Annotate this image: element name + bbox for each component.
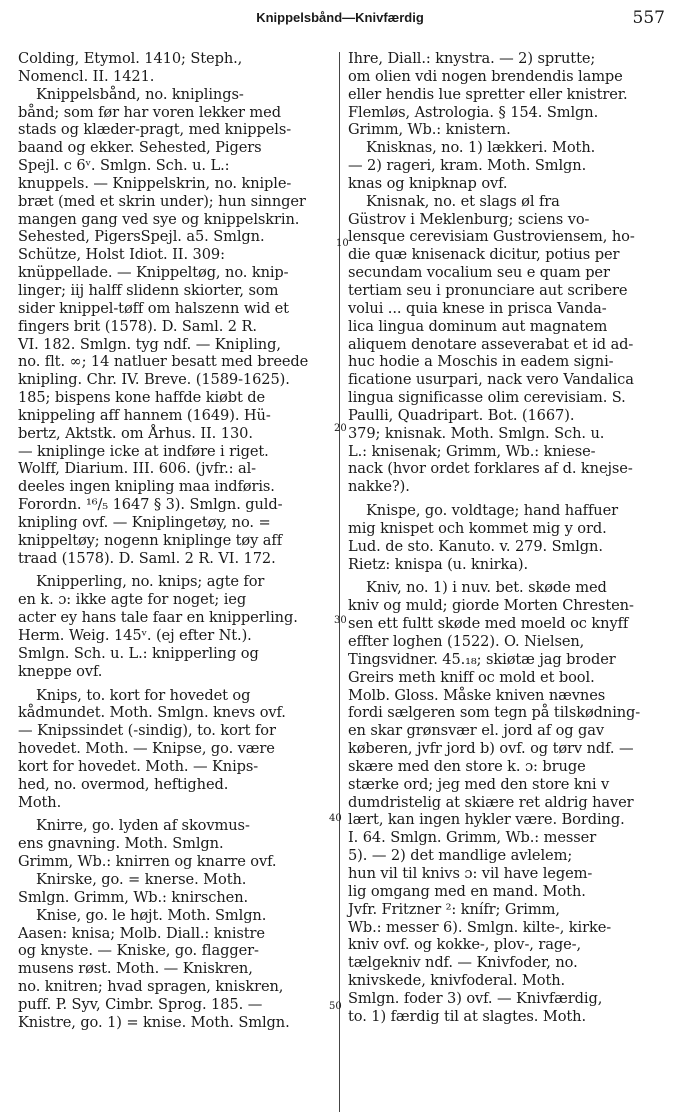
text-line: Ihre, Diall.: knystra. — 2) sprutte;: [348, 50, 596, 67]
text-line: kort for hovedet. Moth. — Knips-: [18, 757, 259, 775]
text-line: 5). — 2) det mandlige avlelem;: [348, 847, 573, 865]
line-number: 10: [336, 238, 349, 249]
text-line: tælgekniv ndf. — Knivfoder, no.: [348, 954, 578, 972]
text-line: effter loghen (1522). O. Nielsen,: [348, 633, 585, 650]
text-line: secundam vocalium seu e quam per: [348, 264, 610, 282]
text-line: die quæ knisenack dicitur, potius per: [348, 246, 620, 264]
text-line: Knips, to. kort for hovedet og: [36, 686, 251, 704]
text-line: kniv og muld; giorde Morten Chresten-: [348, 597, 634, 615]
text-line: Flemløs, Astrologia. § 154. Smlgn.: [348, 103, 599, 121]
text-line: Knistre, go. 1) = knise. Moth. Smlgn.: [18, 1013, 290, 1031]
page-number: 557: [632, 8, 665, 28]
text-line: kneppe ovf.: [18, 662, 103, 680]
text-line: puff. P. Syv, Cimbr. Sprog. 185. —: [18, 995, 263, 1013]
text-line: Paulli, Quadripart. Bot. (1667).: [348, 406, 575, 424]
column-divider: [339, 52, 340, 1112]
text-line: Colding, Etymol. 1410; Steph.,: [18, 50, 243, 67]
text-line: Grimm, Wb.: knirren og knarre ovf.: [18, 853, 277, 871]
text-line: Knisnak, no. et slags øl fra: [366, 192, 560, 210]
text-line: Moth.: [18, 793, 62, 811]
text-line: L.: knisenak; Grimm, Wb.: kniese-: [348, 442, 596, 460]
text-line: Sehested, PigersSpejl. a5. Smlgn.: [18, 228, 265, 246]
text-line: lingua significasse olim cerevisiam. S.: [348, 389, 626, 407]
text-line: — kniplinge icke at indføre i riget.: [18, 442, 269, 460]
text-line: Knippelsbånd, no. kniplings-: [36, 85, 244, 103]
text-line: eller hendis lue spretter eller knistrer.: [348, 85, 628, 103]
text-line: Molb. Gloss. Måske kniven nævnes: [348, 686, 606, 704]
left-column: [18, 50, 334, 1032]
text-line: mig knispet och kommet mig y ord.: [348, 519, 607, 537]
text-line: — Knipssindet (-sindig), to. kort for: [18, 722, 276, 740]
text-line: Knirre, go. lyden af skovmus-: [36, 817, 250, 835]
text-line: om olien vdi nogen brendendis lampe: [348, 67, 623, 85]
text-line: nakke?).: [348, 478, 410, 496]
text-line: musens røst. Moth. — Kniskren,: [18, 960, 253, 978]
line-number: 30: [334, 615, 347, 626]
text-line: Knisknas, no. 1) lækkeri. Moth.: [366, 139, 596, 157]
text-line: sen ett fultt skøde med moeld oc knyff: [348, 615, 629, 633]
text-line: Lud. de sto. Kanuto. v. 279. Smlgn.: [348, 537, 603, 555]
text-line: stærke ord; jeg med den store kni v: [348, 775, 610, 793]
text-line: Smlgn. foder 3) ovf. — Knivfærdig,: [348, 989, 603, 1007]
text-line: køberen, jvfr jord b) ovf. og tørv ndf. —: [348, 740, 634, 758]
text-line: fordi sælgeren som tegn på tilskødning-: [348, 704, 641, 722]
text-line: lig omgang med en mand. Moth.: [348, 882, 586, 900]
text-line: knuppels. — Knippelskrin, no. kniple-: [18, 174, 292, 192]
text-line: Knispe, go. voldtage; hand haffuer: [366, 502, 618, 520]
text-line: Greirs meth kniff oc mold et bool.: [348, 668, 595, 686]
text-line: kniv ovf. og kokke-, plov-, rage-,: [348, 936, 581, 954]
text-line: stads og klæder-pragt, med knippels-: [18, 121, 292, 139]
text-line: knipling. Chr. IV. Breve. (1589-1625).: [18, 371, 290, 389]
text-line: knipling ovf. — Kniplingetøy, no. =: [18, 513, 271, 531]
text-line: sider knippel-tøff om halszenn wid et: [18, 299, 289, 317]
text-line: Knise, go. le højt. Moth. Smlgn.: [36, 906, 267, 924]
text-line: Nomencl. II. 1421.: [18, 67, 155, 85]
text-line: lensque cerevisiam Gustroviensem, ho-: [348, 228, 635, 246]
text-line: huc hodie a Moschis in eadem signi-: [348, 353, 614, 371]
text-line: ens gnavning. Moth. Smlgn.: [18, 835, 224, 853]
text-line: traad (1578). D. Saml. 2 R. VI. 172.: [18, 549, 276, 567]
page-header: [0, 6, 677, 32]
right-column: [348, 50, 664, 1026]
text-line: Spejl. c 6ᵛ. Smlgn. Sch. u. L.:: [18, 157, 230, 175]
text-line: linger; iij halff slidenn skiorter, som: [18, 281, 279, 299]
text-line: acter ey hans tale faar en knipperling.: [18, 609, 298, 627]
text-line: to. 1) færdig til at slagtes. Moth.: [348, 1007, 587, 1025]
text-line: Tingsvidner. 45.₁₈; skiøtæ jag broder: [348, 650, 616, 668]
text-line: aliquem denotare asseverabat et id ad-: [348, 335, 634, 353]
text-line: 185; bispens kone haffde kiøbt de: [18, 389, 266, 407]
text-line: hovedet. Moth. — Knipse, go. være: [18, 740, 275, 758]
text-line: knivskede, knivfoderal. Moth.: [348, 972, 566, 990]
text-line: dumdristelig at skiære ret aldrig haver: [348, 793, 634, 811]
text-line: nack (hvor ordet forklares af d. knejse-: [348, 460, 633, 478]
text-line: deeles ingen knipling maa indføris.: [18, 478, 275, 496]
text-line: bertz, Aktstk. om Århus. II. 130.: [18, 424, 253, 442]
text-line: baand og ekker. Sehested, Pigers: [18, 139, 262, 157]
text-line: Aasen: knisa; Molb. Diall.: knistre: [18, 924, 265, 942]
text-line: Knipperling, no. knips; agte for: [36, 573, 265, 591]
text-line: mangen gang ved sye og knippelskrin.: [18, 210, 300, 228]
text-line: I. 64. Smlgn. Grimm, Wb.: messer: [348, 829, 597, 847]
text-line: knas og knipknap ovf.: [348, 174, 508, 192]
text-line: volui ... quia knese in prisca Vanda-: [348, 299, 607, 317]
text-line: knippeltøy; nogenn kniplinge tøy aff: [18, 531, 282, 549]
line-number: 40: [329, 813, 342, 824]
text-line: hed, no. overmod, heftighed.: [18, 775, 229, 793]
text-line: Schütze, Holst Idiot. II. 309:: [18, 246, 225, 264]
text-line: Knirske, go. = knerse. Moth.: [36, 870, 247, 888]
text-line: ficatione usurpari, nack vero Vandalica: [348, 371, 634, 389]
line-number: 20: [334, 423, 347, 434]
text-line: bræt (med et skrin under); hun sinnger: [18, 192, 306, 210]
text-line: knüppellade. — Knippeltøg, no. knip-: [18, 264, 289, 282]
text-line: Forordn. ¹⁶/₅ 1647 § 3). Smlgn. guld-: [18, 496, 283, 514]
text-line: en skar grønsvær el. jord af og gav: [348, 722, 605, 740]
text-line: kådmundet. Moth. Smlgn. knevs ovf.: [18, 704, 286, 722]
text-line: bånd; som før har voren lekker med: [18, 103, 281, 121]
text-line: fingers brit (1578). D. Saml. 2 R.: [18, 317, 257, 335]
text-line: lica lingua dominum aut magnatem: [348, 317, 608, 335]
text-line: Smlgn. Grimm, Wb.: knirschen.: [18, 888, 249, 906]
text-line: hun vil til knivs ɔ: vil have legem-: [348, 864, 593, 882]
text-line: Wb.: messer 6). Smlgn. kilte-, kirke-: [348, 918, 612, 936]
text-line: no. knitren; hvad spragen, kniskren,: [18, 978, 284, 996]
running-title: Knippelsbånd—Knivfærdig: [256, 10, 424, 25]
text-line: skære med den store k. ɔ: bruge: [348, 757, 586, 775]
text-line: 379; knisnak. Moth. Smlgn. Sch. u.: [348, 424, 605, 442]
text-line: — 2) rageri, kram. Moth. Smlgn.: [348, 157, 587, 175]
text-line: Jvfr. Fritzner ²: knífr; Grimm,: [348, 900, 560, 918]
text-line: Güstrov i Meklenburg; sciens vo-: [348, 210, 590, 228]
text-line: no. flt. ∞; 14 natluer besatt med breede: [18, 353, 309, 371]
text-line: Herm. Weig. 145ᵛ. (ej efter Nt.).: [18, 627, 252, 644]
text-line: en k. ɔ: ikke agte for noget; ieg: [18, 591, 247, 609]
text-line: Grimm, Wb.: knistern.: [348, 121, 511, 139]
text-line: lært, kan ingen hykler være. Bording.: [348, 811, 625, 829]
text-line: Wolff, Diarium. III. 606. (jvfr.: al-: [18, 460, 256, 478]
text-line: Kniv, no. 1) i nuv. bet. skøde med: [366, 579, 607, 597]
text-line: VI. 182. Smlgn. tyg ndf. — Knipling,: [18, 335, 281, 353]
line-number: 50: [329, 1001, 342, 1012]
text-line: knippeling aff hannem (1649). Hü-: [18, 406, 271, 424]
text-line: og knyste. — Kniske, go. flagger-: [18, 942, 259, 960]
text-line: Smlgn. Sch. u. L.: knipperling og: [18, 644, 259, 662]
text-line: tertiam seu i pronunciare aut scribere: [348, 281, 628, 299]
text-line: Rietz: knispa (u. knirka).: [348, 555, 529, 573]
